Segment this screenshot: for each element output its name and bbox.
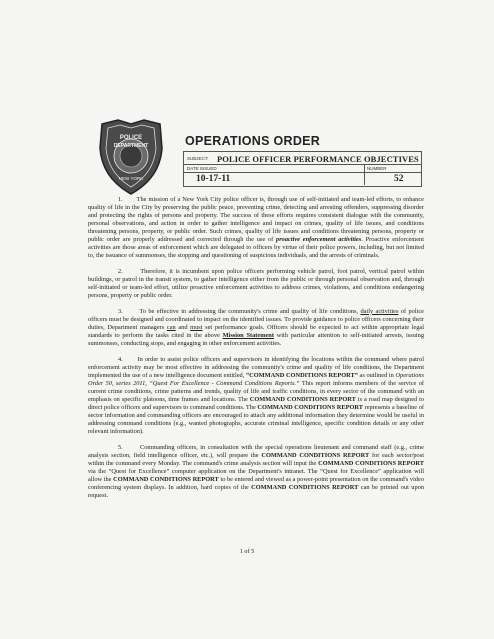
subject-value: POLICE OFFICER PERFORMANCE OBJECTIVES	[217, 154, 419, 164]
seal-bottom-text: NEW YORK	[118, 176, 144, 181]
page-number: 1 of 5	[239, 548, 255, 555]
order-body	[88, 196, 424, 508]
paragraph-3: 3. To be effective in addressing the community's crime and quality of life conditions, daily activities of police officers must be designed and coordinated to impact on the identified issues. To provide guidance to police officers concerning their duties, Department managers can and must set performance goals. Officers should be expected to act within appropriate legal standards to perform the tasks cited in the above Mission Statement with particular attention to self-initiated arrests, issuing summonses, conducting stops, and engaging in other enforcement activities.	[88, 307, 425, 347]
paragraph-number: 4.	[118, 355, 123, 363]
paragraph-4: 4. In order to assist police officers and supervisors in identifying the locations within the command where patrol enforcement activity may be most effective in addressing the community's crime and quality of life conditions, the Department implemented the use of a new intelligence document entitled, “COMMAND CONDITIONS REPORT” as outlined in Operations Order 50, series 2011, “Quest For Excellence - Command Conditions Reports.” This report informs members of the service of current crime conditions, crime patterns and trends, quality of life and traffic conditions, in every sector of the command with an emphasis on specific platoons, time frames and locations. The COMMAND CONDITIONS REPORT is a road map designed to direct police officers and supervisors to command conditions. The COMMAND CONDITIONS REPORT represents a baseline of sector information and commanding officers are encouraged to attach any additional information they determine would be useful in addressing command conditions (e.g., wanted photographs, accurate criminal intelligence, specific condition details or any other relevant information).	[88, 355, 425, 435]
paragraph-number: 5.	[118, 443, 123, 451]
seal-top-text: POLICE	[119, 135, 143, 141]
number-label: NUMBER	[367, 166, 387, 171]
paragraph-2: 2. Therefore, it is incumbent upon police officers performing vehicle patrol, foot patrol, vertical patrol within buildings, or patrol in the transit system, to gather intelligence either from the public or through personal observation and, through self-initiated or team-led effort, utilize proactive enforcement activities to address crimes, violations, and conditions endangering persons, property or public order.	[88, 267, 424, 300]
label-divider	[184, 172, 421, 173]
paragraph-number: 3.	[118, 307, 123, 315]
subject-label: SUBJECT:	[187, 156, 209, 161]
date-issued-label: DATE ISSUED	[187, 166, 217, 171]
column-divider	[364, 165, 365, 185]
paragraph-number: 1.	[118, 196, 123, 203]
emphasis-text: proactive enforcement activities	[276, 236, 362, 244]
order-number-value: 52	[394, 174, 404, 184]
paragraph-number: 2.	[118, 267, 123, 275]
paragraph-5: 5. Commanding officers, in consultation with the special operations lieutenant and command staff (e.g., crime analysis section, field intelligence officer, etc.), will prepare the COMMAND CONDITIONS REPORT for each sector/post within the command every Monday. The command's crime analysis section will input the COMMAND CONDITIONS REPORT via the “Quest for Excellence” computer application on the Department's intranet. The “Quest for Excellence” application will allow the COMMAND CONDITIONS REPORT to be entered and viewed as a power-point presentation on the command's video conferencing system displays. In addition, hard copies of the COMMAND CONDITIONS REPORT can be printed out upon request.	[88, 443, 425, 499]
police-department-seal-icon	[96, 118, 166, 196]
date-number-row	[183, 165, 422, 187]
subject-row	[183, 151, 422, 165]
seal-mid-text: DEPARTMENT	[113, 143, 149, 149]
paragraph-1: 1. The mission of a New York City police officer is, through use of self-initiated and team-led efforts, to enhance quality of life in the City by preserving the public peace, preventing crime, detecting and arresting offenders, suppressing disorder and protecting the rights of persons and property. The success of these efforts requires consistent dialogue with the community, personal observations, and action in order to gather intelligence and impact on crimes, quality of life issues, and conditions threatening persons, property, or public order. Such crimes, quality of life issues and conditions threatening persons, property or public order are properly addressed and corrected through the use of proactive enforcement activities. Proactive enforcement activities are those areas of enforcement which are delegated to officers by virtue of their police powers, including, but not limited to, the issuance of summonses, the stopping and questioning of suspicious individuals, and the arrests of criminals.	[88, 196, 424, 260]
document-title: OPERATIONS ORDER	[185, 134, 321, 148]
date-issued-value: 10-17-11	[196, 174, 231, 184]
